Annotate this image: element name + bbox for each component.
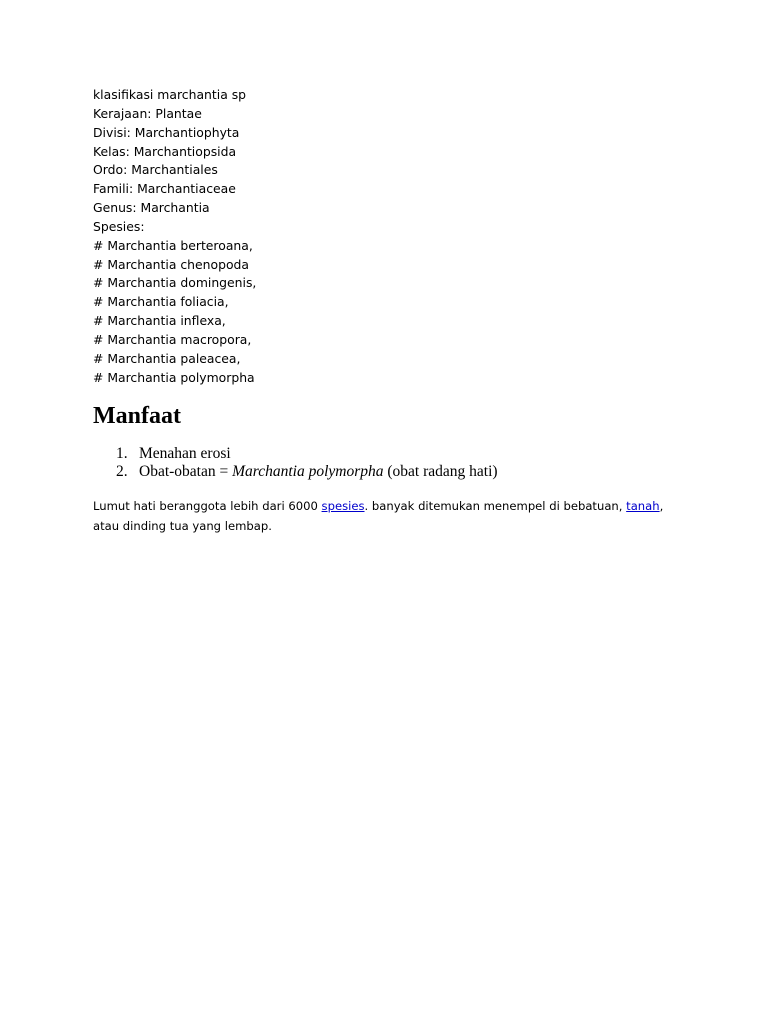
benefit-item [93,445,498,463]
benefit-number: 2. [116,463,128,480]
classification-list [93,86,256,388]
species-item: # Marchantia inflexa, [93,313,226,329]
paragraph-text: , atau dinding tua yang lembap. [93,499,664,533]
classification-genus: Genus: Marchantia [93,200,210,216]
spesies-link[interactable]: spesies [321,499,365,513]
species-item: # Marchantia polymorpha [93,369,255,385]
benefits-heading: Manfaat [93,403,181,429]
species-item: # Marchantia macropora, [93,331,252,347]
benefit-text: Menahan erosi [139,445,231,462]
benefit-item [93,463,498,481]
species-item: # Marchantia foliacia, [93,294,229,310]
classification-kingdom: Kerajaan: Plantae [93,105,202,121]
classification-class: Kelas: Marchantiopsida [93,143,237,159]
benefit-text-suffix: (obat radang hati) [383,463,498,480]
paragraph-text: Lumut hati beranggota lebih dari 6000 [93,499,322,513]
classification-title: klasifikasi marchantia sp [93,87,247,102]
benefits-list [93,445,498,481]
tanah-link[interactable]: tanah [626,499,660,513]
classification-species-label: Spesies: [93,218,145,234]
species-item: # Marchantia berteroana, [93,237,253,253]
paragraph-text: . banyak ditemukan menempel di bebatuan, [364,499,627,513]
species-item: # Marchantia domingenis, [93,275,257,291]
species-item: # Marchantia chenopoda [93,256,249,272]
benefit-number: 1. [116,445,128,462]
species-item: # Marchantia paleacea, [93,350,241,366]
classification-order: Ordo: Marchantiales [93,162,218,178]
description-paragraph [93,496,673,536]
benefit-text-prefix: Obat-obatan = [139,463,233,480]
classification-family: Famili: Marchantiaceae [93,181,236,197]
benefit-species-name: Marchantia polymorpha [232,463,384,480]
classification-division: Divisi: Marchantiophyta [93,124,240,140]
